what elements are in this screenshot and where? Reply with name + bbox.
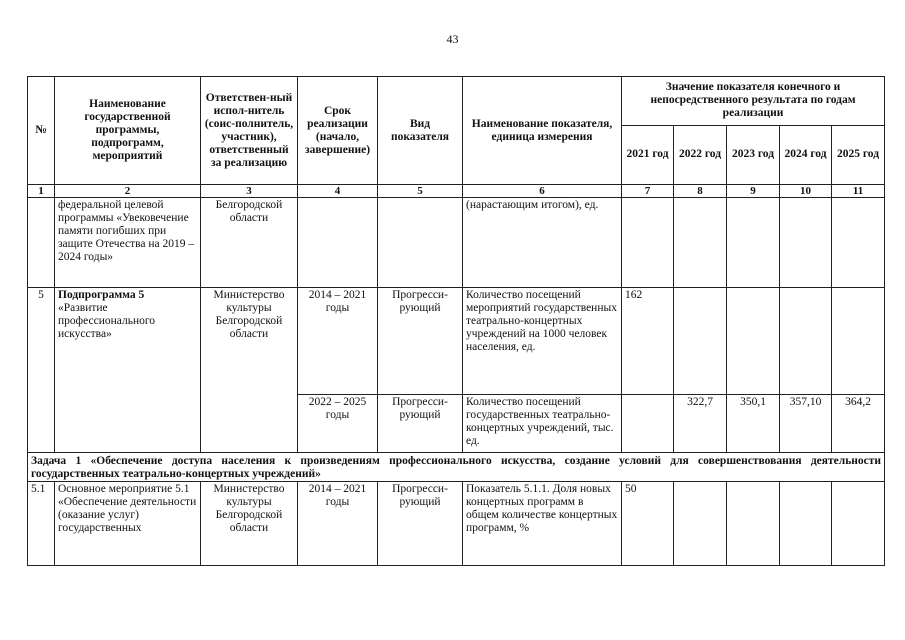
- cell-value: [727, 482, 780, 566]
- cell-value: [674, 198, 727, 288]
- header-term: Срок реализации (начало, завершение): [298, 77, 378, 185]
- header-row: [28, 77, 885, 126]
- cell-value: 162: [622, 288, 674, 395]
- column-numbers-row: [28, 185, 885, 198]
- cell-term: [298, 198, 378, 288]
- cell-term: 2014 – 2021 годы: [298, 288, 378, 395]
- column-number: 4: [298, 185, 378, 198]
- cell-value: 364,2: [832, 395, 885, 453]
- cell-value: [727, 198, 780, 288]
- table-row-measure-5-1: [28, 482, 885, 566]
- cell-program-name: [55, 288, 201, 453]
- indicators-table: [27, 76, 885, 566]
- column-number: 8: [674, 185, 727, 198]
- table-row-subprogram-5: [28, 288, 885, 395]
- cell-value: [622, 198, 674, 288]
- cell-no: 5.1: [28, 482, 55, 566]
- table-row-task-1: [28, 453, 885, 482]
- header-indicator: Наименование показателя, единица измерения: [463, 77, 622, 185]
- cell-value: [832, 482, 885, 566]
- cell-term: 2014 – 2021 годы: [298, 482, 378, 566]
- cell-value: 50: [622, 482, 674, 566]
- cell-value: [674, 288, 727, 395]
- column-number: 10: [780, 185, 832, 198]
- cell-program-name: федеральной целевой программы «Увековечение памяти погибших при защите Отечества на 2019 – 2024 годы»: [55, 198, 201, 288]
- cell-kind: Прогресси-рующий: [378, 395, 463, 453]
- cell-executor: Белгородской области: [201, 198, 298, 288]
- column-number: 9: [727, 185, 780, 198]
- header-kind: Вид показателя: [378, 77, 463, 185]
- task-1-text: Задача 1 «Обеспечение доступа населения к произведениям профессионального искусства, создание условий для совершенствования деятельности государственных театрально-концертных учреждений»: [28, 453, 885, 482]
- column-number: 7: [622, 185, 674, 198]
- cell-indicator: (нарастающим итогом), ед.: [463, 198, 622, 288]
- header-executor: Ответствен-ный испол-нитель (соис-полнитель, участник), ответственный за реализацию: [201, 77, 298, 185]
- column-number: 5: [378, 185, 463, 198]
- cell-program-name: Основное мероприятие 5.1 «Обеспечение деятельности (оказание услуг) государственных: [55, 482, 201, 566]
- header-values-group: Значение показателя конечного и непосредственного результата по годам реализации: [622, 77, 885, 126]
- cell-value: [832, 288, 885, 395]
- cell-kind: [378, 198, 463, 288]
- cell-kind: Прогресси-рующий: [378, 288, 463, 395]
- cell-value: [727, 288, 780, 395]
- cell-indicator: Количество посещений мероприятий государственных театрально-концертных учреждений на 1000 человек населения, ед.: [463, 288, 622, 395]
- column-number: 6: [463, 185, 622, 198]
- cell-value: [622, 395, 674, 453]
- cell-executor: Министерство культуры Белгородской области: [201, 288, 298, 453]
- header-year-2022: 2022 год: [674, 125, 727, 184]
- subprogram-title: Подпрограмма 5: [58, 289, 145, 301]
- cell-value: [674, 482, 727, 566]
- cell-value: [780, 482, 832, 566]
- header-year-2023: 2023 год: [727, 125, 780, 184]
- cell-indicator: Показатель 5.1.1. Доля новых концертных программ в общем количестве концертных программ, %: [463, 482, 622, 566]
- cell-value: [780, 198, 832, 288]
- column-number: 1: [28, 185, 55, 198]
- page-number: 43: [446, 32, 459, 46]
- column-number: 3: [201, 185, 298, 198]
- cell-executor: Министерство культуры Белгородской области: [201, 482, 298, 566]
- cell-indicator: Количество посещений государственных театрально-концертных учреждений, тыс. ед.: [463, 395, 622, 453]
- cell-term: 2022 – 2025 годы: [298, 395, 378, 453]
- cell-no: [28, 198, 55, 288]
- cell-kind: Прогресси-рующий: [378, 482, 463, 566]
- header-year-2021: 2021 год: [622, 125, 674, 184]
- column-number: 2: [55, 185, 201, 198]
- subprogram-name: «Развитие профессионального искусства»: [58, 302, 156, 340]
- cell-value: [780, 288, 832, 395]
- header-year-2025: 2025 год: [832, 125, 885, 184]
- header-no: №: [28, 77, 55, 185]
- cell-value: 322,7: [674, 395, 727, 453]
- cell-no: 5: [28, 288, 55, 453]
- cell-value: [832, 198, 885, 288]
- table-row-continuation: [28, 198, 885, 288]
- cell-value: 357,10: [780, 395, 832, 453]
- header-year-2024: 2024 год: [780, 125, 832, 184]
- cell-value: 350,1: [727, 395, 780, 453]
- header-name: Наименование государственной программы, подпрограмм, мероприятий: [55, 77, 201, 185]
- column-number: 11: [832, 185, 885, 198]
